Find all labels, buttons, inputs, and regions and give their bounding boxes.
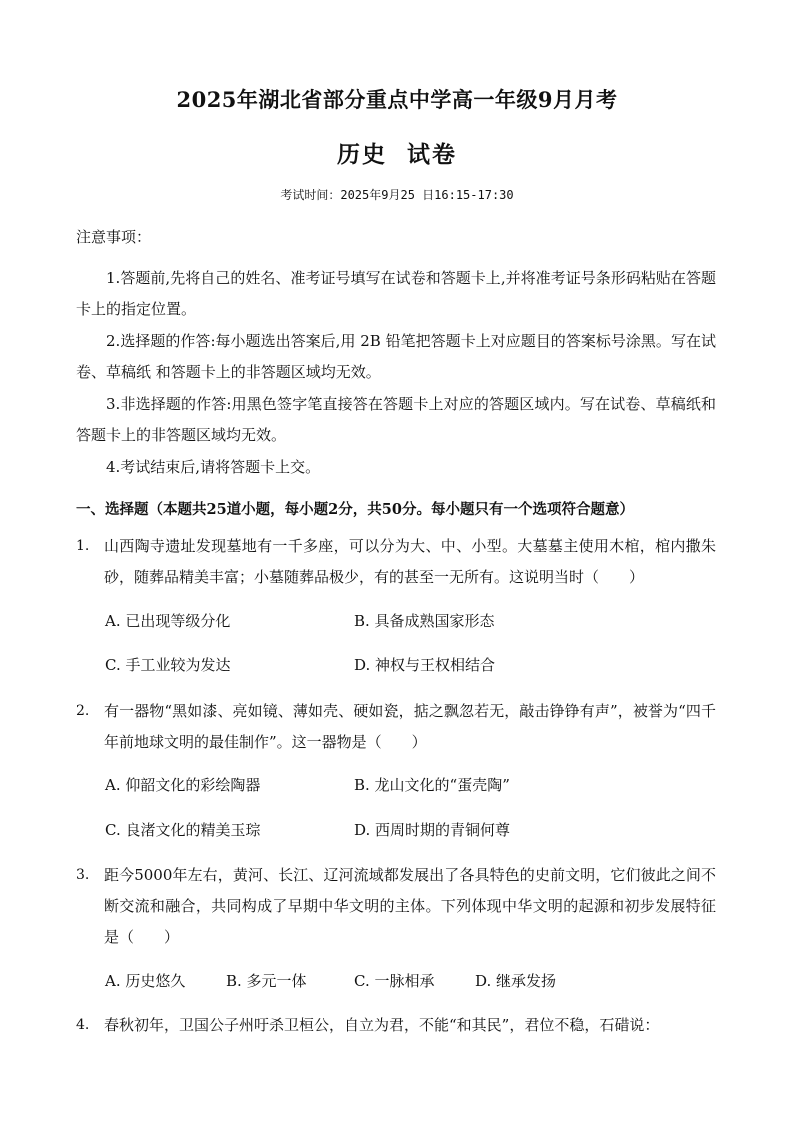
- option-a: A. 历史悠久: [105, 972, 186, 990]
- question-2: [76, 696, 716, 758]
- option-b: B. 多元一体: [226, 972, 307, 990]
- exam-time: 考试时间：2025年9月25 日16:15-17:30: [280, 188, 514, 202]
- option-c: C. 一脉相承: [354, 972, 435, 990]
- question-4: [76, 1010, 716, 1041]
- exam-title: 2025年湖北省部分重点中学高一年级9月月考: [176, 87, 618, 112]
- question-number: 3.: [76, 867, 90, 883]
- question-text: 有一器物“黑如漆、亮如镜、薄如壳、硬如瓷，掂之飘忽若无，敲击铮铮有声”，被誉为“四千年前地球文明的最佳制作”。这一器物是（ ）: [104, 702, 716, 751]
- notice-item: 1.答题前,先将自己的姓名、准考证号填写在试卷和答题卡上,并将准考证号条形码粘贴在答题卡上的指定位置。: [76, 269, 716, 318]
- option-d: D. 西周时期的青铜何尊: [354, 821, 511, 839]
- question-number: 1.: [76, 538, 90, 554]
- option-a: A. 仰韶文化的彩绘陶器: [105, 776, 261, 794]
- question-text: 春秋初年，卫国公子州吁杀卫桓公，自立为君，不能“和其民”，君位不稳，石碏说：: [104, 1016, 660, 1034]
- subject-title: 历史 试卷: [336, 141, 457, 168]
- option-d: D. 继承发扬: [475, 972, 557, 990]
- option-b: B. 龙山文化的“蛋壳陶”: [354, 776, 510, 794]
- option-a: A. 已出现等级分化: [105, 612, 231, 630]
- notice-item: 4.考试结束后,请将答题卡上交。: [106, 458, 321, 476]
- option-b: B. 具备成熟国家形态: [354, 612, 495, 630]
- notice-heading: 注意事项：: [76, 228, 152, 246]
- notice-item: 2.选择题的作答:每小题选出答案后,用 2B 铅笔把答题卡上对应题目的答案标号涂黑。写在试卷、草稿纸 和答题卡上的非答题区域均无效。: [76, 332, 716, 381]
- option-d: D. 神权与王权相结合: [354, 656, 496, 674]
- section-heading: 一、选择题（本题共25道小题，每小题2分，共50分。每小题只有一个选项符合题意）: [76, 501, 634, 518]
- question-text: 距今5000年左右，黄河、长江、辽河流域都发展出了各具特色的史前文明，它们彼此之间不断交流和融合，共同构成了早期中华文明的主体。下列体现中华文明的起源和初步发展特征是（ ）: [104, 866, 716, 946]
- question-text: 山西陶寺遗址发现墓地有一千多座，可以分为大、中、小型。大墓墓主使用木棺，棺内撒朱砂，随葬品精美丰富；小墓随葬品极少，有的甚至一无所有。这说明当时（ ）: [104, 537, 716, 586]
- option-c: C. 手工业较为发达: [105, 656, 231, 674]
- option-c: C. 良渚文化的精美玉琮: [105, 821, 261, 839]
- notice-item: 3.非选择题的作答:用黑色签字笔直接答在答题卡上对应的答题区域内。写在试卷、草稿纸和答题卡上的非答题区域均无效。: [76, 395, 716, 444]
- question-number: 4.: [76, 1017, 90, 1033]
- question-1: [76, 531, 716, 593]
- question-number: 2.: [76, 703, 90, 719]
- question-3: [76, 860, 716, 953]
